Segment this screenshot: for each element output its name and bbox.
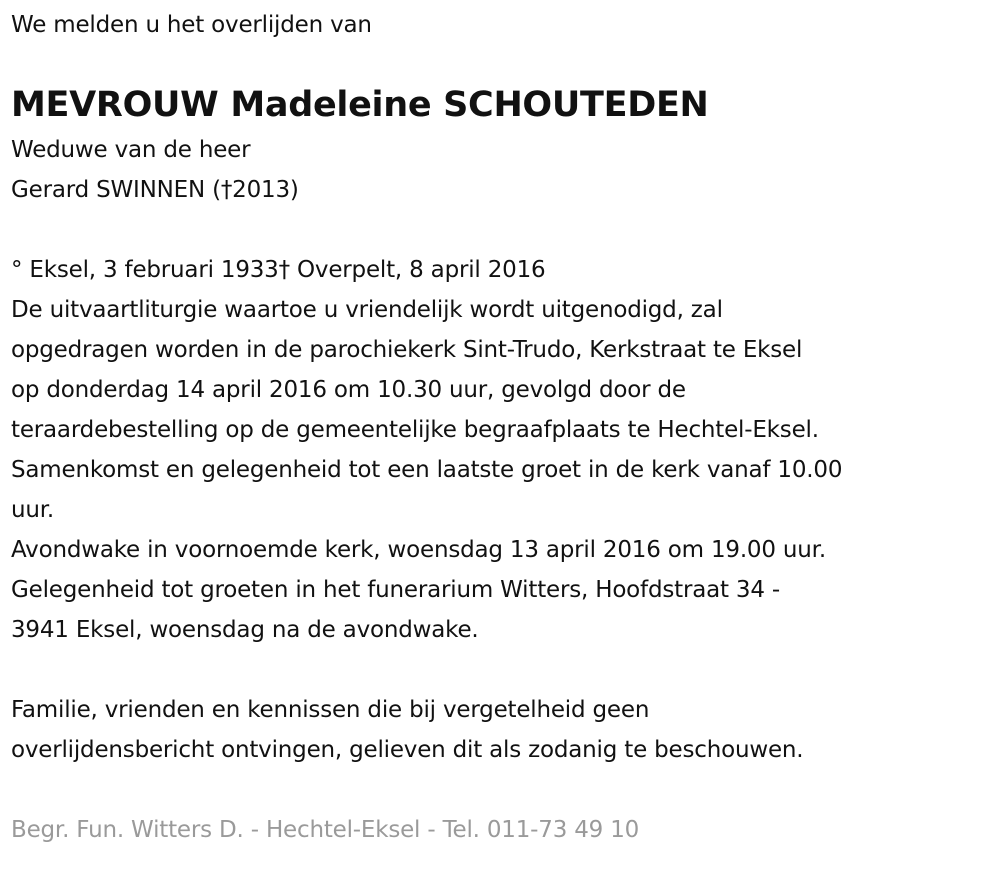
ceremony-line: 3941 Eksel, woensdag na de avondwake. [11,617,479,643]
ceremony-line: op donderdag 14 april 2016 om 10.30 uur, gevolgd door de [11,377,686,403]
deceased-name: MEVROUW Madeleine SCHOUTEDEN [11,85,709,125]
ceremony-line: Gelegenheid tot groeten in het funerarium Witters, Hoofdstraat 34 - [11,577,781,603]
birth-death-dates: ° Eksel, 3 februari 1933† Overpelt, 8 april 2016 [11,257,546,283]
spouse-line-2: Gerard SWINNEN (†2013) [11,177,299,203]
ceremony-line: teraardebestelling op de gemeentelijke begraafplaats te Hechtel-Eksel. [11,417,819,443]
death-notice [11,0,996,850]
spacer [11,650,996,690]
ceremony-line: Avondwake in voornoemde kerk, woensdag 13 april 2016 om 19.00 uur. [11,537,826,563]
ceremony-line: Samenkomst en gelegenheid tot een laatste groet in de kerk vanaf 10.00 [11,457,843,483]
funeral-home-footer: Begr. Fun. Witters D. - Hechtel-Eksel - Tel. 011-73 49 10 [11,817,640,843]
intro-text: We melden u het overlijden van [11,12,372,38]
spacer [11,210,996,250]
spacer [11,770,996,810]
ceremony-line: opgedragen worden in de parochiekerk Sint-Trudo, Kerkstraat te Eksel [11,337,803,363]
spouse-line-1: Weduwe van de heer [11,137,251,163]
closing-line: overlijdensbericht ontvingen, gelieven dit als zodanig te beschouwen. [11,737,804,763]
ceremony-line: De uitvaartliturgie waartoe u vriendelijk wordt uitgenodigd, zal [11,297,723,323]
ceremony-line: uur. [11,497,55,523]
closing-line: Familie, vrienden en kennissen die bij vergetelheid geen [11,697,650,723]
